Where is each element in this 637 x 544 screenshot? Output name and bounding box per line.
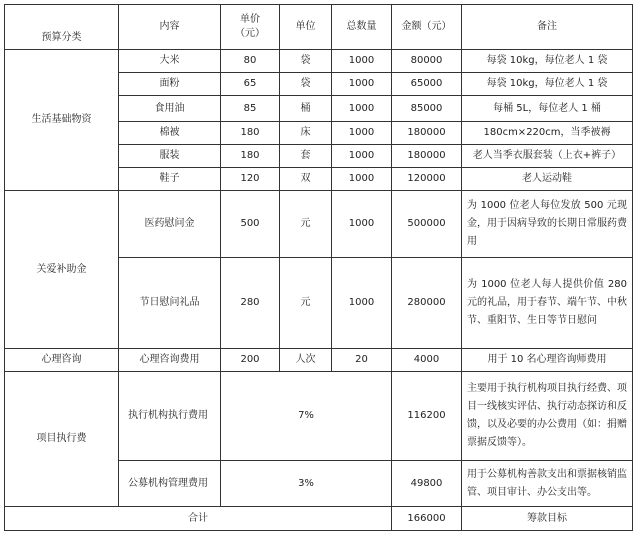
unit-cell: 床	[280, 122, 332, 145]
budget-table	[4, 4, 633, 531]
content-cell: 医药慰问金	[119, 191, 221, 258]
table-row	[5, 349, 633, 372]
quantity-cell: 1000	[332, 258, 392, 349]
quantity-cell: 1000	[332, 50, 392, 73]
amount-cell: 80000	[392, 50, 462, 73]
price-cell: 80	[221, 50, 280, 73]
quantity-cell: 1000	[332, 145, 392, 168]
content-cell: 公募机构管理费用	[119, 461, 221, 507]
note-cell: 老人当季衣服套装（上衣+裤子）	[462, 145, 633, 168]
unit-cell: 套	[280, 145, 332, 168]
amount-cell: 4000	[392, 349, 462, 372]
unit-cell: 袋	[280, 73, 332, 96]
table-row	[5, 372, 633, 461]
category-cell: 关爱补助金	[5, 191, 119, 349]
note-cell: 每袋 10kg，每位老人 1 袋	[462, 73, 633, 96]
note-cell: 主要用于执行机构项目执行经费、项目一线核实评估、执行动态探访和反馈，以及必要的办公费用（如：捐赠票据反馈等）。	[462, 372, 633, 461]
note-cell: 用于 10 名心理咨询师费用	[462, 349, 633, 372]
header-unit: 单位	[280, 5, 332, 50]
price-cell: 280	[221, 258, 280, 349]
total-label: 合计	[5, 507, 392, 531]
header-category: 预算分类	[5, 5, 119, 50]
unit-cell: 双	[280, 168, 332, 191]
amount-cell: 116200	[392, 372, 462, 461]
amount-cell: 49800	[392, 461, 462, 507]
unit-cell: 桶	[280, 96, 332, 122]
content-cell: 心理咨询费用	[119, 349, 221, 372]
amount-cell: 65000	[392, 73, 462, 96]
content-cell: 服装	[119, 145, 221, 168]
price-cell: 120	[221, 168, 280, 191]
price-cell: 200	[221, 349, 280, 372]
note-cell: 每桶 5L，每位老人 1 桶	[462, 96, 633, 122]
amount-cell: 120000	[392, 168, 462, 191]
header-unit-price-line2: （元）	[235, 28, 265, 39]
amount-cell: 280000	[392, 258, 462, 349]
header-quantity: 总数量	[332, 5, 392, 50]
header-unit-price	[221, 5, 280, 50]
table-row	[5, 191, 633, 258]
note-cell: 为 1000 位老人每人提供价值 280 元的礼品，用于春节、端午节、中秋节、重阳节、生日等节日慰问	[462, 258, 633, 349]
rate-cell: 7%	[221, 372, 392, 461]
amount-cell: 180000	[392, 145, 462, 168]
content-cell: 大米	[119, 50, 221, 73]
price-cell: 500	[221, 191, 280, 258]
header-row	[5, 5, 633, 50]
quantity-cell: 1000	[332, 191, 392, 258]
amount-cell: 500000	[392, 191, 462, 258]
content-cell: 鞋子	[119, 168, 221, 191]
total-row	[5, 507, 633, 531]
quantity-cell: 1000	[332, 73, 392, 96]
header-note: 备注	[462, 5, 633, 50]
quantity-cell: 1000	[332, 168, 392, 191]
quantity-cell: 1000	[332, 96, 392, 122]
content-cell: 棉被	[119, 122, 221, 145]
note-cell: 老人运动鞋	[462, 168, 633, 191]
rate-cell: 3%	[221, 461, 392, 507]
content-cell: 食用油	[119, 96, 221, 122]
price-cell: 180	[221, 122, 280, 145]
category-cell: 项目执行费	[5, 372, 119, 507]
header-amount: 金额（元）	[392, 5, 462, 50]
content-cell: 执行机构执行费用	[119, 372, 221, 461]
price-cell: 65	[221, 73, 280, 96]
amount-cell: 85000	[392, 96, 462, 122]
total-note: 筹款目标	[462, 507, 633, 531]
header-unit-price-line1: 单价	[240, 14, 260, 25]
quantity-cell: 20	[332, 349, 392, 372]
amount-cell: 180000	[392, 122, 462, 145]
price-cell: 180	[221, 145, 280, 168]
note-cell: 每袋 10kg，每位老人 1 袋	[462, 50, 633, 73]
content-cell: 节日慰问礼品	[119, 258, 221, 349]
total-amount: 166000	[392, 507, 462, 531]
content-cell: 面粉	[119, 73, 221, 96]
note-cell: 180cm×220cm，当季被褥	[462, 122, 633, 145]
category-cell: 心理咨询	[5, 349, 119, 372]
unit-cell: 元	[280, 191, 332, 258]
unit-cell: 元	[280, 258, 332, 349]
price-cell: 85	[221, 96, 280, 122]
quantity-cell: 1000	[332, 122, 392, 145]
header-content: 内容	[119, 5, 221, 50]
table-row	[5, 50, 633, 73]
category-cell: 生活基础物资	[5, 50, 119, 191]
unit-cell: 袋	[280, 50, 332, 73]
note-cell: 为 1000 位老人每位发放 500 元现金，用于因病导致的长期日常服药费用	[462, 191, 633, 258]
note-cell: 用于公募机构善款支出和票据核销监管、项目审计、办公支出等。	[462, 461, 633, 507]
unit-cell: 人次	[280, 349, 332, 372]
